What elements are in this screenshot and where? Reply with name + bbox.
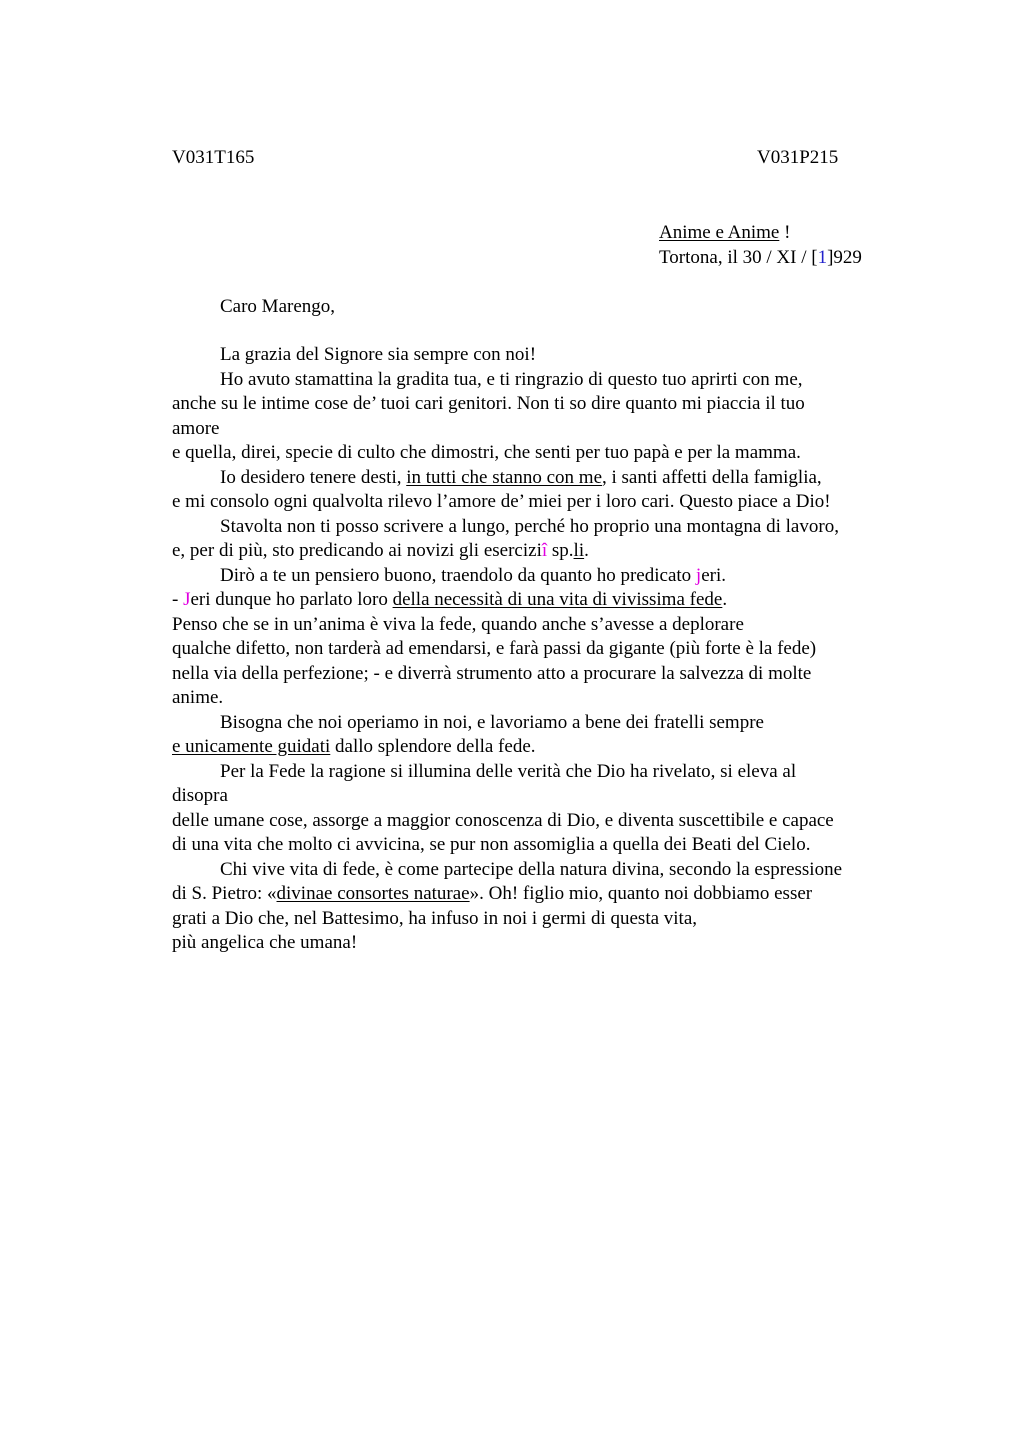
text-line: grati a Dio che, nel Battesimo, ha infuso in noi i germi di questa vita, xyxy=(172,907,698,929)
text-line: amore xyxy=(172,417,220,439)
underlined-phrase: in tutti che stanno con me xyxy=(406,466,602,488)
editorial-mark: î xyxy=(541,540,548,561)
text-segment: eri. xyxy=(701,564,726,586)
text-segment: Dirò a te un pensiero buono, traendolo da quanto ho predicato xyxy=(220,564,696,586)
letter-title xyxy=(659,221,862,246)
text-segment: di S. Pietro: « xyxy=(172,883,277,904)
text-line: e mi consolo ogni qualvolta rilevo l’amore de’ miei per i loro cari. Questo piace a Dio! xyxy=(172,491,831,512)
text-line: di una vita che molto ci avvicina, se pur non assomiglia a quella dei Beati del Cielo. xyxy=(172,834,811,855)
text-line xyxy=(172,735,912,760)
text-segment: , i santi affetti della famiglia, xyxy=(602,466,822,488)
text-segment: Io desidero tenere desti, xyxy=(220,466,407,488)
text-segment: . xyxy=(584,540,589,561)
text-line: qualche difetto, non tarderà ad emendarsi, e farà passi da gigante (più forte è la fede) xyxy=(172,638,817,659)
salutation: Caro Marengo, xyxy=(220,296,336,317)
text-line: delle umane cose, assorge a maggior conoscenza di Dio, e diventa suscettibile e capace xyxy=(172,809,834,831)
text-line: Per la Fede la ragione si illumina delle verità che Dio ha rivelato, si eleva al xyxy=(220,760,797,782)
title-after: ! xyxy=(779,222,791,243)
text-segment: ». Oh! figlio mio, quanto noi dobbiamo esser xyxy=(469,883,813,904)
text-segment: . xyxy=(722,589,728,610)
text-line: Penso che se in un’anima è viva la fede, quando anche s’avesse a deplorare xyxy=(172,613,744,635)
text-line: disopra xyxy=(172,785,228,806)
text-line xyxy=(172,539,912,564)
text-segment: sp. xyxy=(547,540,574,561)
text-line: anche su le intime cose de’ tuoi cari genitori. Non ti so dire quanto mi piaccia il tuo xyxy=(172,393,805,414)
text-line: Stavolta non ti posso scrivere a lungo, perché ho proprio una montagna di lavoro, xyxy=(220,515,839,537)
underlined-phrase: e unicamente guidati xyxy=(172,736,331,757)
place-date-after: ]929 xyxy=(827,246,862,268)
text-line xyxy=(172,882,912,907)
text-segment: - xyxy=(172,589,184,610)
text-line: Bisogna che noi operiamo in noi, e lavoriamo a bene dei fratelli sempre xyxy=(220,711,764,733)
text-segment: eri dunque ho parlato loro xyxy=(190,589,393,610)
text-line: Ho avuto stamattina la gradita tua, e ti ringrazio di questo tuo aprirti con me, xyxy=(220,368,803,390)
letter-body xyxy=(172,343,912,956)
text-line: Chi vive vita di fede, è come partecipe della natura divina, secondo la espressione xyxy=(220,858,843,880)
text-line: e quella, direi, specie di culto che dimostri, che senti per tuo papà e per la mamma. xyxy=(172,442,801,463)
text-line: La grazia del Signore sia sempre con noi! xyxy=(220,344,537,365)
bracket-digit: 1 xyxy=(817,246,828,268)
place-date xyxy=(659,246,862,271)
editorial-mark: J xyxy=(183,589,191,610)
text-line xyxy=(172,564,912,589)
text-line: più angelica che umana! xyxy=(172,932,358,953)
underlined-phrase: li xyxy=(573,540,585,561)
text-segment: e, per di più, sto predicando ai novizi gli esercizi xyxy=(172,540,542,561)
letter-heading xyxy=(659,221,862,270)
text-line xyxy=(172,466,912,491)
title-underlined: Anime e Anime xyxy=(659,222,780,243)
text-segment: dallo splendore della fede. xyxy=(330,736,536,757)
text-line: anime. xyxy=(172,687,224,708)
text-line xyxy=(172,588,912,613)
document-ref-right: V031P215 xyxy=(757,147,839,168)
place-date-before: Tortona, il 30 / XI / [ xyxy=(659,246,818,268)
underlined-phrase: divinae consortes naturae xyxy=(276,883,470,904)
editorial-mark: j xyxy=(695,564,702,586)
text-line: nella via della perfezione; - e diverrà strumento atto a procurare la salvezza di molte xyxy=(172,662,812,684)
document-ref-left: V031T165 xyxy=(172,147,255,168)
underlined-phrase: della necessità di una vita di vivissima fede xyxy=(392,589,723,610)
